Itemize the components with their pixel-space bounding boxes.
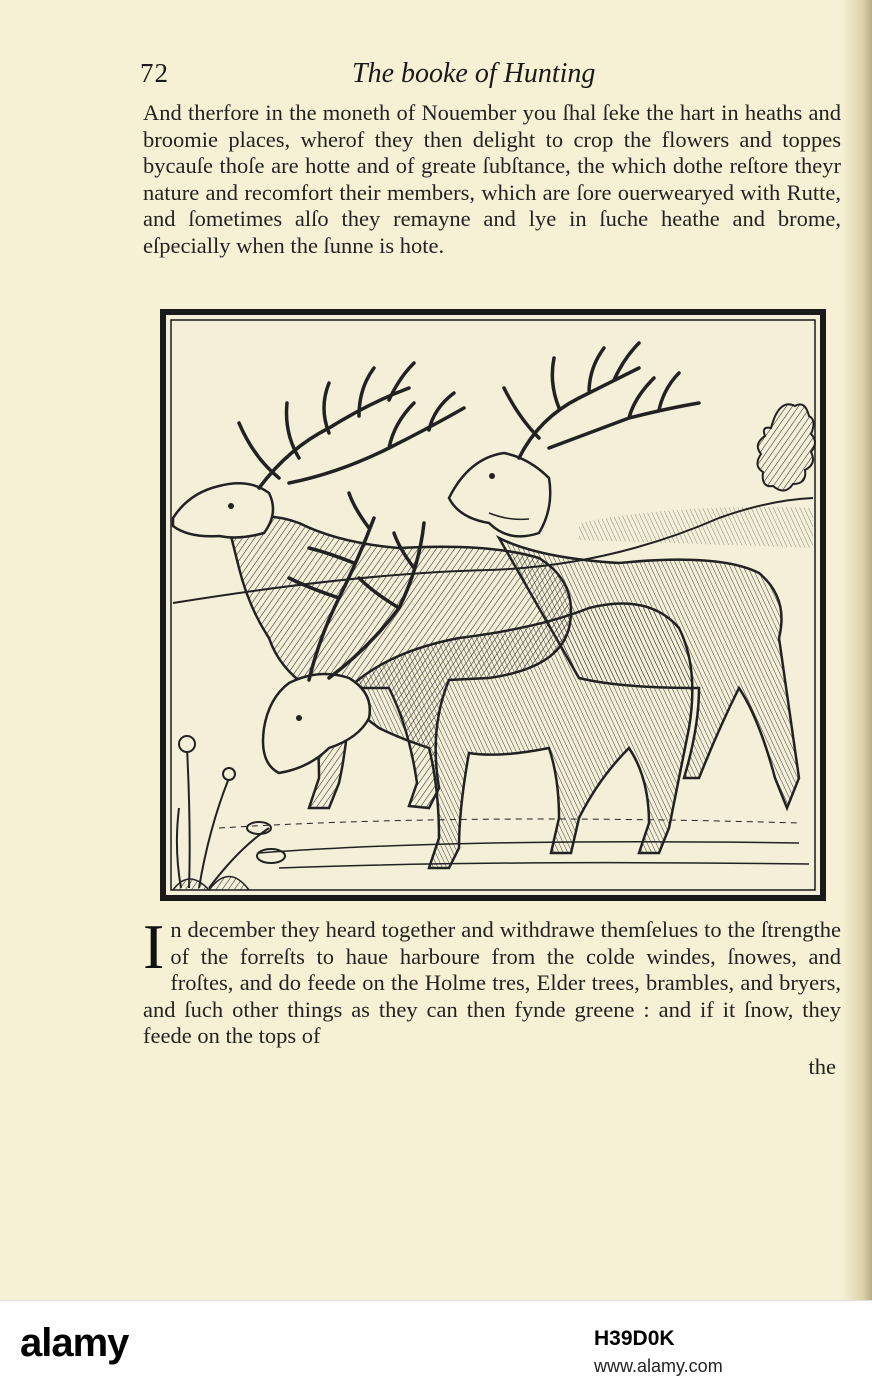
paragraph-2 bbox=[143, 911, 841, 1050]
watermark-url: www.alamy.com bbox=[594, 1356, 723, 1376]
drop-cap: I bbox=[143, 911, 165, 982]
catchword: the bbox=[808, 1054, 836, 1079]
page-number: 72 bbox=[140, 58, 169, 88]
running-head bbox=[140, 58, 840, 94]
running-title: The booke of Hunting bbox=[352, 58, 596, 89]
page-gutter-shadow bbox=[842, 0, 872, 1300]
image-id: H39D0K bbox=[594, 1327, 675, 1350]
paragraph-2-text: n december they heard together and withdrawe themſelues to the ſtrengthe of the forreſts to haue harboure from the colde windes, ſnowes, and froſtes, and do feede on the Holme tres, Elder trees, brambles, and bryers, and ſuch other things as they can then fynde greene : and if it ſnow, they feede on the tops of bbox=[143, 917, 841, 1048]
woodcut-stags-illustration bbox=[159, 308, 827, 902]
paragraph-1: And therfore in the moneth of Nouember you ſhal ſeke the hart in heaths and broomie places, wherof they then delight to crop the flowers and toppes bycauſe thoſe are hotte and of greate ſubſtance, the which dothe reſtore theyr nature and recomfort their members, which are ſore ouerwearyed with Rutte, and ſometimes alſo they remayne and lye in ſuche heathe and brome, eſpecially when the ſunne is hote. bbox=[143, 100, 841, 258]
alamy-logo: alamy bbox=[20, 1321, 129, 1365]
stock-watermark-bar bbox=[0, 1300, 872, 1391]
